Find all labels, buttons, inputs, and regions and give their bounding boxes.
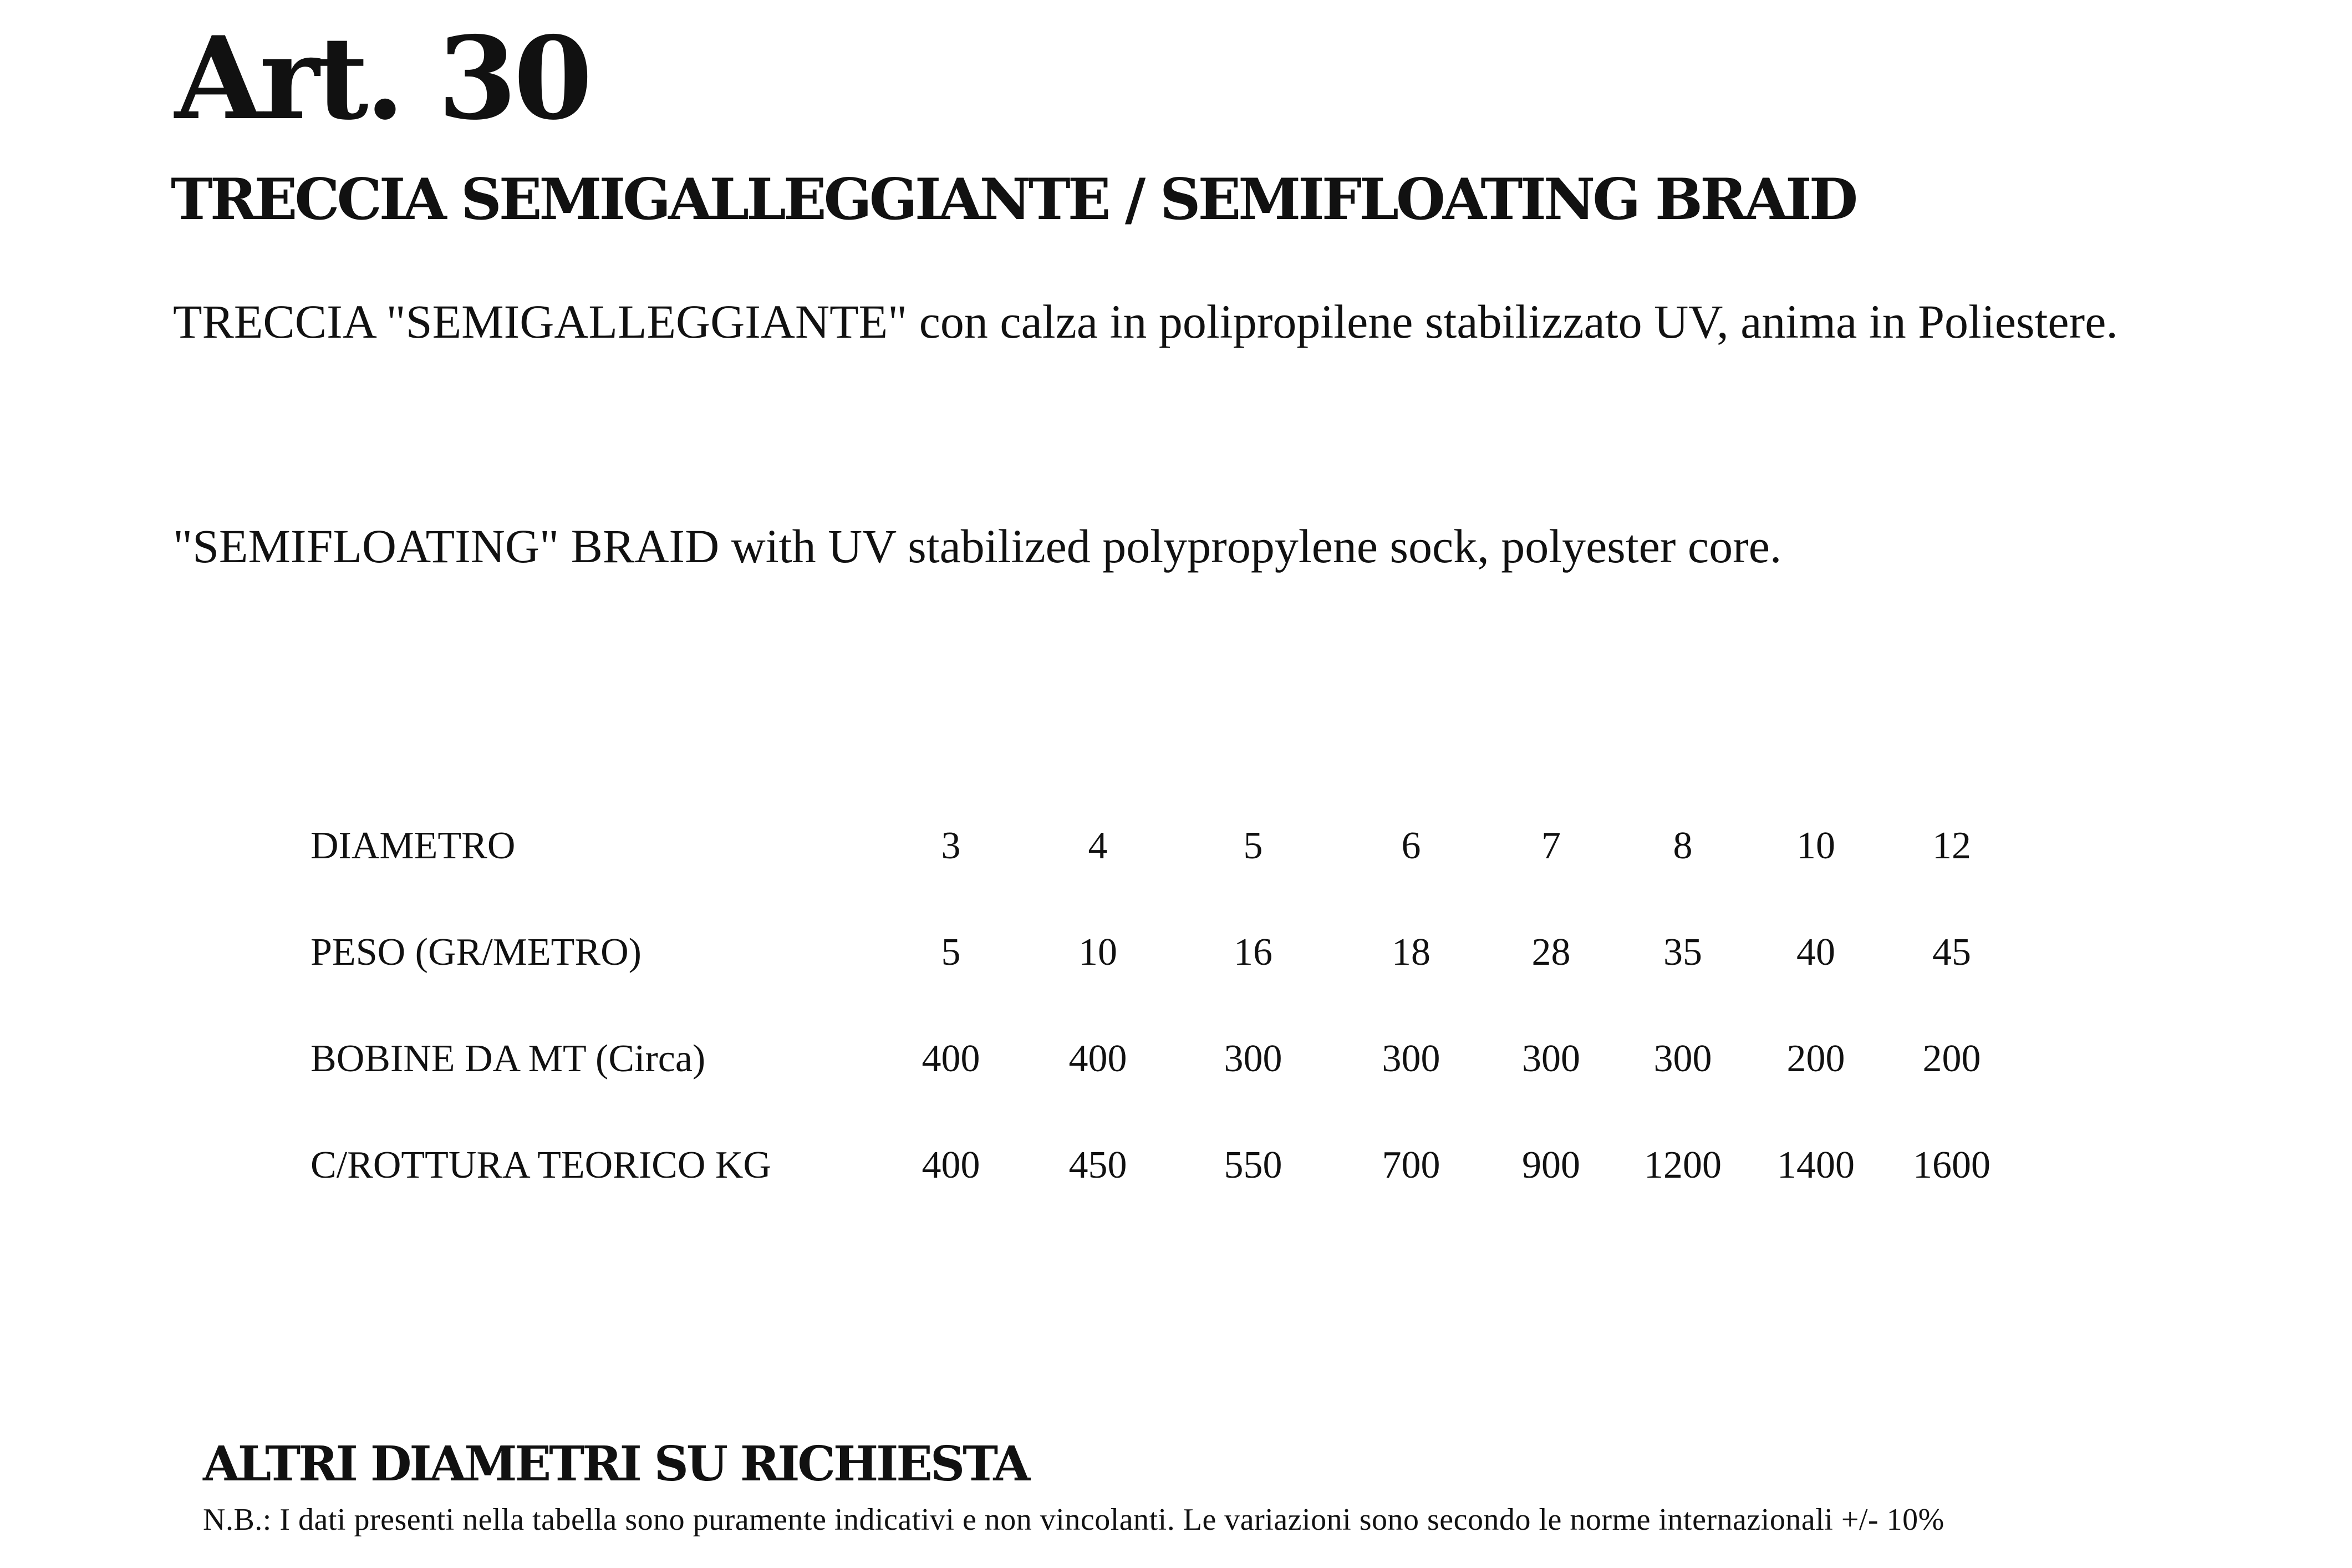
table-cell: 300 xyxy=(1653,1037,1712,1080)
description-english: "SEMIFLOATING" BRAID with UV stabilized polypropylene sock, polyester core. xyxy=(173,520,1782,573)
table-cell: 4 xyxy=(1088,824,1108,867)
disclaimer-note: N.B.: I dati presenti nella tabella sono puramente indicativi e non vincolanti. Le variazioni sono secondo le norme internazionali +/- 10% xyxy=(203,1503,1944,1537)
table-cell: 1600 xyxy=(1913,1144,1990,1187)
table-cell: 6 xyxy=(1401,824,1421,867)
table-cell: 200 xyxy=(1786,1037,1845,1080)
table-cell: 10 xyxy=(1078,931,1117,974)
table-cell: 40 xyxy=(1796,931,1835,974)
table-cell: 300 xyxy=(1224,1037,1282,1080)
table-cell: 5 xyxy=(1243,824,1263,867)
row-label: BOBINE DA MT (Circa) xyxy=(310,1037,706,1080)
row-label: C/ROTTURA TEORICO KG xyxy=(310,1144,771,1187)
table-cell: 700 xyxy=(1382,1144,1440,1187)
description-italian: TRECCIA "SEMIGALLEGGIANTE" con calza in polipropilene stabilizzato UV, anima in Poliestere. xyxy=(173,295,2118,348)
table-cell: 400 xyxy=(922,1144,980,1187)
table-cell: 450 xyxy=(1068,1144,1127,1187)
table-cell: 7 xyxy=(1541,824,1561,867)
article-title: Art. 30 xyxy=(175,12,589,145)
table-cell: 5 xyxy=(941,931,961,974)
row-label: DIAMETRO xyxy=(310,824,516,867)
table-cell: 16 xyxy=(1234,931,1272,974)
table-cell: 200 xyxy=(1922,1037,1981,1080)
product-subtitle: TRECCIA SEMIGALLEGGIANTE / SEMIFLOATING BRAID xyxy=(171,166,1856,233)
table-cell: 18 xyxy=(1392,931,1430,974)
table-cell: 300 xyxy=(1382,1037,1440,1080)
table-cell: 1200 xyxy=(1644,1144,1722,1187)
spec-table xyxy=(310,793,2021,1219)
row-label: PESO (GR/METRO) xyxy=(310,931,642,974)
table-cell: 400 xyxy=(1068,1037,1127,1080)
table-cell: 35 xyxy=(1663,931,1702,974)
other-diameters-heading: ALTRI DIAMETRI SU RICHIESTA xyxy=(203,1436,1029,1492)
table-cell: 900 xyxy=(1522,1144,1580,1187)
table-cell: 45 xyxy=(1932,931,1971,974)
table-cell: 8 xyxy=(1673,824,1693,867)
table-cell: 1400 xyxy=(1777,1144,1855,1187)
table-cell: 10 xyxy=(1796,824,1835,867)
table-row xyxy=(310,1112,2021,1219)
spec-table-body xyxy=(310,793,2021,1219)
table-row xyxy=(310,899,2021,1006)
table-cell: 400 xyxy=(922,1037,980,1080)
table-cell: 12 xyxy=(1932,824,1971,867)
table-cell: 300 xyxy=(1522,1037,1580,1080)
table-cell: 3 xyxy=(941,824,961,867)
table-cell: 550 xyxy=(1224,1144,1282,1187)
table-cell: 28 xyxy=(1531,931,1571,974)
table-row xyxy=(310,793,2021,899)
table-row xyxy=(310,1006,2021,1112)
